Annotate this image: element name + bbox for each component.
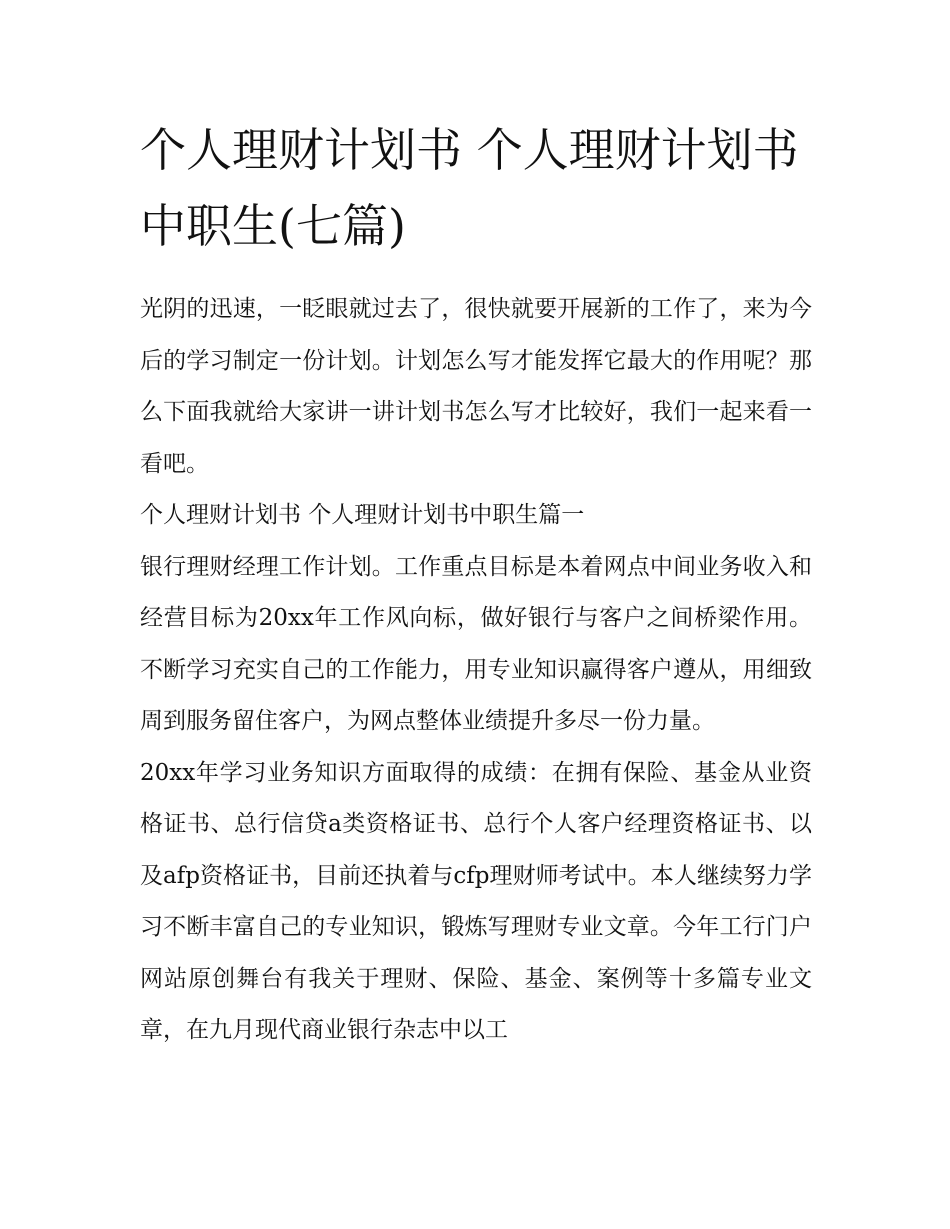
- document-title: 个人理财计划书 个人理财计划书中职生(七篇): [140, 123, 799, 253]
- body-paragraph-1: 银行理财经理工作计划。工作重点目标是本着网点中间业务收入和经营目标为20xx年工作风向标，做好银行与客户之间桥梁作用。不断学习充实自己的工作能力，用专业知识赢得客户遵从，用细致周到服务留住客户，为网点整体业绩提升多尽一份力量。: [140, 553, 812, 734]
- intro-paragraph: 光阴的迅速，一眨眼就过去了，很快就要开展新的工作了，来为今后的学习制定一份计划。计划怎么写才能发挥它最大的作用呢？那么下面我就给大家讲一讲计划书怎么写才比较好，我们一起来看一看吧。: [140, 296, 812, 477]
- section-heading: 个人理财计划书 个人理财计划书中职生篇一: [140, 502, 585, 528]
- document-page: [140, 112, 812, 1057]
- body-paragraph-2: 20xx年学习业务知识方面取得的成绩：在拥有保险、基金从业资格证书、总行信贷a类资格证书、总行个人客户经理资格证书、以及afp资格证书，目前还执着与cfp理财师考试中。本人继续努力学习不断丰富自己的专业知识，锻炼写理财专业文章。今年工行门户网站原创舞台有我关于理财、保险、基金、案例等十多篇专业文章，在九月现代商业银行杂志中以工: [140, 759, 812, 1043]
